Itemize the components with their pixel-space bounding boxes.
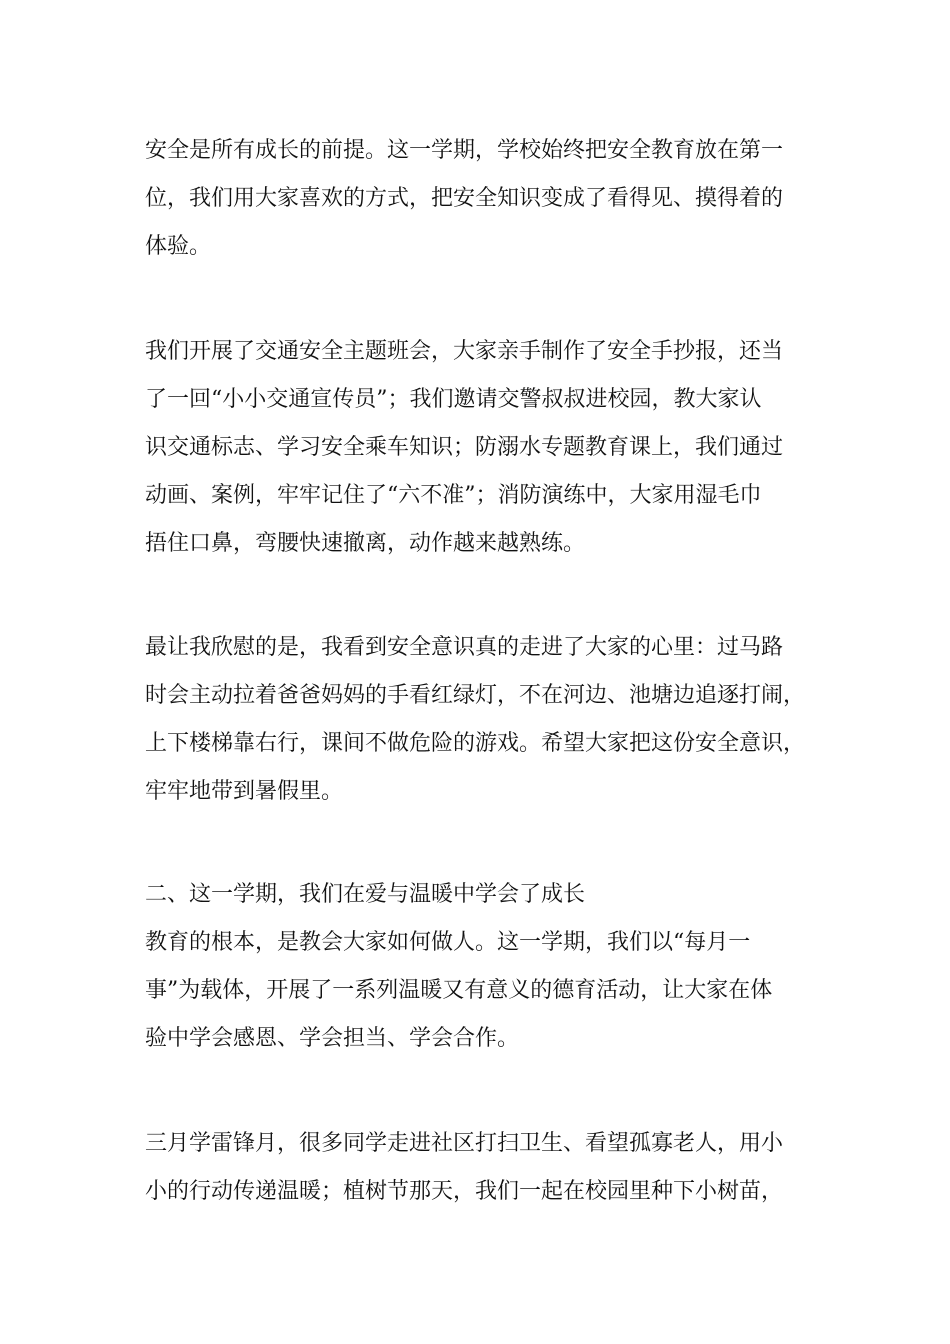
paragraph-4-line-1: 教育的根本，是教会大家如何做人。这一学期，我们以“每月一	[145, 930, 751, 955]
paragraph-1-line-3: 体验。	[145, 234, 212, 259]
paragraph-4-line-3: 验中学会感恩、学会担当、学会合作。	[145, 1026, 520, 1051]
section-heading: 二、这一学期，我们在爱与温暖中学会了成长	[145, 882, 586, 907]
paragraph-2-line-2: 了一回“小小交通宣传员”；我们邀请交警叔叔进校园，教大家认	[145, 387, 762, 412]
paragraph-2-line-5: 捂住口鼻，弯腰快速撤离，动作越来越熟练。	[145, 531, 586, 556]
paragraph-2-line-4: 动画、案例，牢牢记住了“六不准”；消防演练中，大家用湿毛巾	[145, 483, 762, 508]
paragraph-3-line-4: 牢牢地带到暑假里。	[145, 779, 344, 804]
paragraph-1-line-1: 安全是所有成长的前提。这一学期，学校始终把安全教育放在第一	[145, 138, 784, 163]
paragraph-2-line-3: 识交通标志、学习安全乘车知识；防溺水专题教育课上，我们通过	[145, 435, 784, 460]
paragraph-3-line-2: 时会主动拉着爸爸妈妈的手看红绿灯，不在河边、池塘边追逐打闹，	[145, 683, 806, 708]
paragraph-2-line-1: 我们开展了交通安全主题班会，大家亲手制作了安全手抄报，还当	[145, 339, 784, 364]
paragraph-1-line-2: 位，我们用大家喜欢的方式，把安全知识变成了看得见、摸得着的	[145, 186, 784, 211]
paragraph-5-line-1: 三月学雷锋月，很多同学走进社区打扫卫生、看望孤寡老人，用小	[145, 1131, 784, 1156]
paragraph-3-line-3: 上下楼梯靠右行，课间不做危险的游戏。希望大家把这份安全意识，	[145, 731, 806, 756]
paragraph-3-line-1: 最让我欣慰的是，我看到安全意识真的走进了大家的心里：过马路	[145, 635, 784, 660]
paragraph-5-line-2: 小的行动传递温暖；植树节那天，我们一起在校园里种下小树苗，	[145, 1179, 784, 1204]
paragraph-4-line-2: 事”为载体，开展了一系列温暖又有意义的德育活动，让大家在体	[145, 978, 773, 1003]
